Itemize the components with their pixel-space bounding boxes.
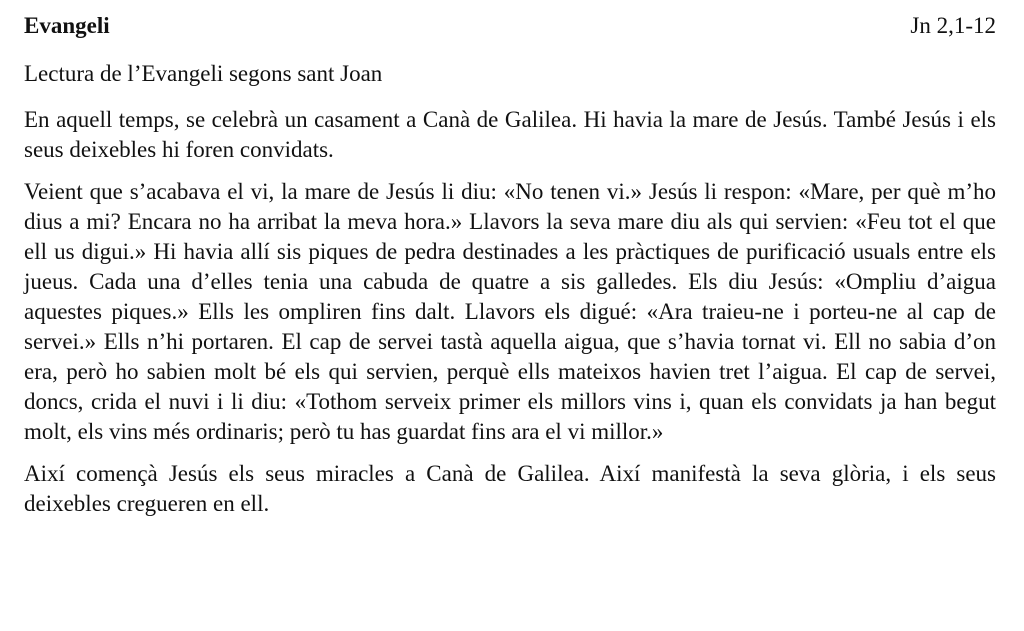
paragraph-2: Veient que s’acabava el vi, la mare de Jesús li diu: «No tenen vi.» Jesús li respon: «Mare, per què m’ho dius a mi? Encara no ha arribat la meva hora.» Llavors la seva mare diu als qui servien: «Feu tot el que ell us digui.» Hi havia allí sis piques de pedra destinades a les pràctiques de purificació usuals entre els jueus. Cada una d’elles tenia una cabuda de quatre a sis galledes. Els diu Jesús: «Ompliu d’aigua aquestes piques.» Ells les ompliren fins dalt. Llavors els digué: «Ara traieu-ne i porteu-ne al cap de servei.» Ells n’hi portaren. El cap de servei tastà aquella aigua, que s’havia tornat vi. Ell no sabia d’on era, però ho sabien molt bé els qui servien, perquè ells mateixos havien tret l’aigua. El cap de servei, doncs, crida el nuvi i li diu: «Tothom serveix primer els millors vins i, quan els convidats ja han begut molt, els vins més ordinaris; però tu has guardat fins ara el vi millor.» bbox=[24, 179, 996, 444]
scripture-reference: Jn 2,1-12 bbox=[910, 13, 996, 38]
reading-page bbox=[24, 8, 996, 519]
paragraph-1: En aquell temps, se celebrà un casament a Canà de Galilea. Hi havia la mare de Jesús. També Jesús i els seus deixebles hi foren convidats. bbox=[24, 107, 996, 162]
reading-header bbox=[24, 8, 996, 44]
section-title: Evangeli bbox=[24, 13, 110, 38]
paragraph-3: Així començà Jesús els seus miracles a Canà de Galilea. Així manifestà la seva glòria, i els seus deixebles cregueren en ell. bbox=[24, 461, 996, 516]
reading-subtitle: Lectura de l’Evangeli segons sant Joan bbox=[24, 61, 383, 86]
